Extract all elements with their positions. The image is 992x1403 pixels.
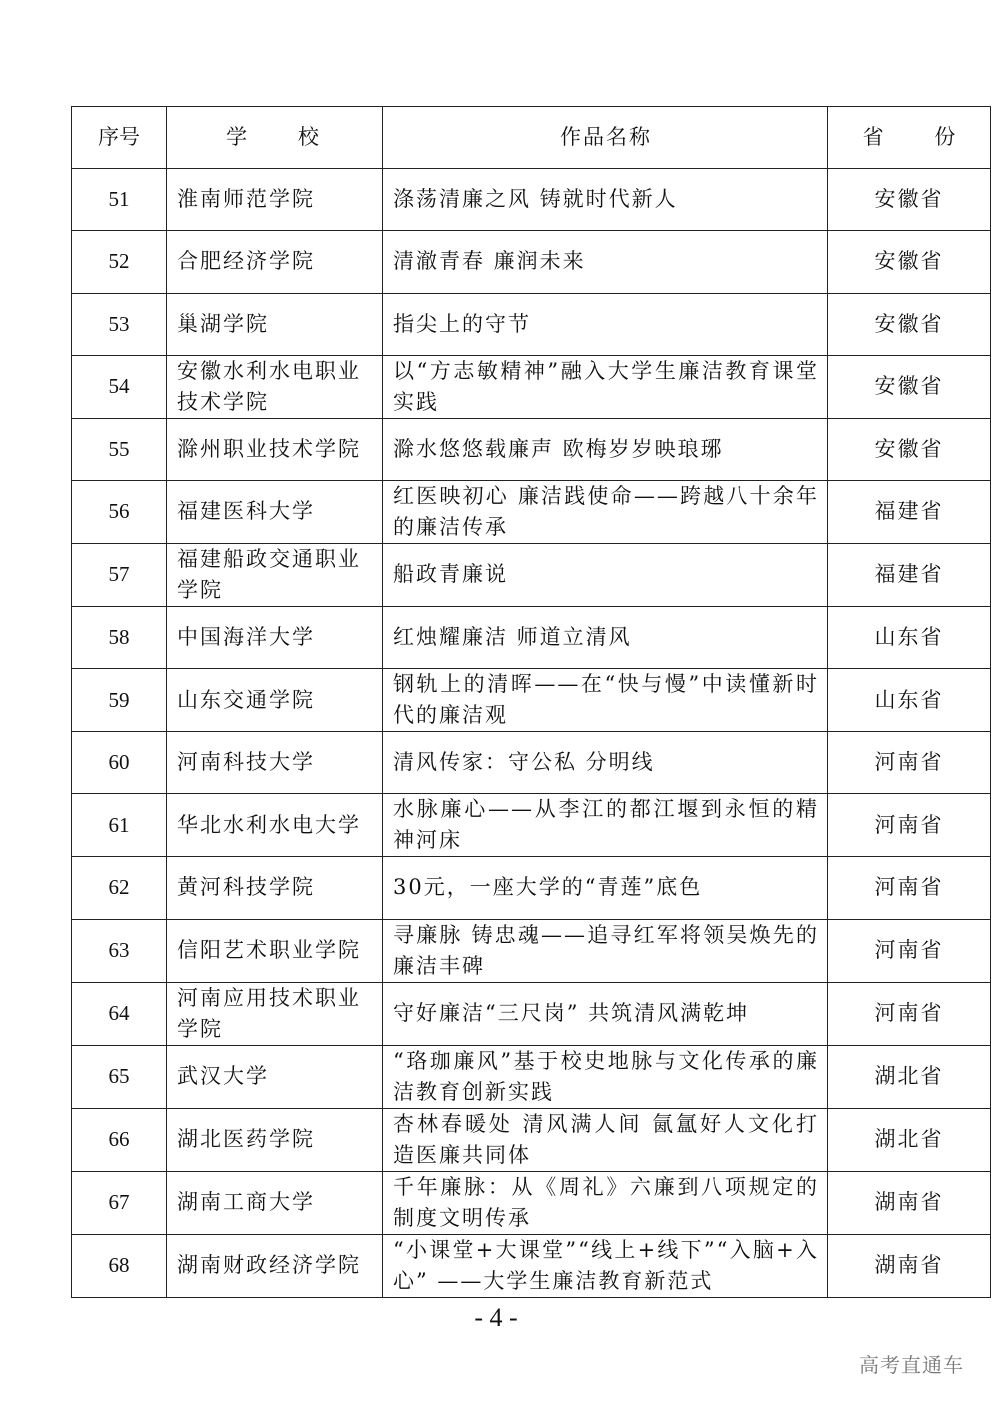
cell-school: 巢湖学院 [167,293,383,355]
cell-school: 湖南工商大学 [167,1171,383,1234]
cell-work: 千年廉脉：从《周礼》六廉到八项规定的制度文明传承 [383,1171,828,1234]
table-row [72,231,991,293]
cell-no: 51 [72,169,167,231]
cell-work: 涤荡清廉之风 铸就时代新人 [383,169,828,231]
cell-work: 清澈青春 廉润未来 [383,231,828,293]
cell-school: 湖北医药学院 [167,1108,383,1171]
awards-table [71,106,991,1298]
cell-work: 钢轨上的清晖——在“快与慢”中读懂新时代的廉洁观 [383,669,828,732]
header-province: 省 份 [828,107,991,169]
cell-no: 67 [72,1171,167,1234]
cell-work: 寻廉脉 铸忠魂——追寻红军将领吴焕先的廉洁丰碑 [383,919,828,982]
cell-work: 滁水悠悠载廉声 欧梅岁岁映琅琊 [383,418,828,480]
cell-school: 河南科技大学 [167,732,383,794]
table-row [72,355,991,418]
cell-province: 安徽省 [828,231,991,293]
cell-province: 安徽省 [828,169,991,231]
cell-school: 山东交通学院 [167,669,383,732]
cell-work: 红烛耀廉洁 师道立清风 [383,606,828,668]
cell-school: 合肥经济学院 [167,231,383,293]
cell-work: 清风传家：守公私 分明线 [383,732,828,794]
cell-work: 以“方志敏精神”融入大学生廉洁教育课堂实践 [383,355,828,418]
cell-no: 68 [72,1234,167,1297]
table-row [72,1108,991,1171]
cell-province: 河南省 [828,857,991,919]
table-row [72,480,991,543]
cell-no: 61 [72,794,167,857]
cell-province: 山东省 [828,669,991,732]
cell-school: 安徽水利水电职业技术学院 [167,355,383,418]
table-header-row [72,107,991,169]
table-row [72,169,991,231]
table-row [72,1045,991,1108]
cell-no: 62 [72,857,167,919]
table-row [72,606,991,668]
cell-no: 65 [72,1045,167,1108]
cell-work: 水脉廉心——从李江的都江堰到永恒的精神河床 [383,794,828,857]
cell-school: 福建医科大学 [167,480,383,543]
cell-province: 湖南省 [828,1234,991,1297]
cell-province: 湖北省 [828,1108,991,1171]
cell-school: 武汉大学 [167,1045,383,1108]
cell-no: 63 [72,919,167,982]
cell-work: 船政青廉说 [383,543,828,606]
cell-school: 福建船政交通职业学院 [167,543,383,606]
cell-province: 安徽省 [828,355,991,418]
cell-province: 安徽省 [828,418,991,480]
page-number: - 4 - [474,1303,518,1332]
cell-province: 福建省 [828,543,991,606]
table-row [72,919,991,982]
cell-province: 安徽省 [828,293,991,355]
cell-no: 54 [72,355,167,418]
cell-work: “珞珈廉风”基于校史地脉与文化传承的廉洁教育创新实践 [383,1045,828,1108]
cell-no: 57 [72,543,167,606]
cell-no: 53 [72,293,167,355]
cell-work: 指尖上的守节 [383,293,828,355]
cell-school: 信阳艺术职业学院 [167,919,383,982]
cell-school: 河南应用技术职业学院 [167,982,383,1045]
table-row [72,1171,991,1234]
cell-province: 山东省 [828,606,991,668]
cell-school: 湖南财政经济学院 [167,1234,383,1297]
table-row [72,293,991,355]
table-row [72,669,991,732]
cell-province: 河南省 [828,794,991,857]
table-row [72,982,991,1045]
cell-province: 河南省 [828,732,991,794]
table-row [72,857,991,919]
cell-school: 淮南师范学院 [167,169,383,231]
header-work: 作品名称 [383,107,828,169]
cell-no: 60 [72,732,167,794]
cell-province: 湖南省 [828,1171,991,1234]
header-no: 序号 [72,107,167,169]
cell-no: 64 [72,982,167,1045]
cell-work: 守好廉洁“三尺岗” 共筑清风满乾坤 [383,982,828,1045]
table-row [72,732,991,794]
cell-work: 红医映初心 廉洁践使命——跨越八十余年的廉洁传承 [383,480,828,543]
table-row [72,794,991,857]
cell-province: 河南省 [828,919,991,982]
cell-school: 黄河科技学院 [167,857,383,919]
cell-school: 华北水利水电大学 [167,794,383,857]
table-row [72,1234,991,1297]
cell-school: 滁州职业技术学院 [167,418,383,480]
cell-no: 56 [72,480,167,543]
cell-no: 58 [72,606,167,668]
cell-work: “小课堂+大课堂”“线上+线下”“入脑+入心” ——大学生廉洁教育新范式 [383,1234,828,1297]
watermark-text: 高考直通车 [859,1353,964,1377]
table-row [72,418,991,480]
cell-work: 30元，一座大学的“青莲”底色 [383,857,828,919]
cell-province: 湖北省 [828,1045,991,1108]
header-school: 学 校 [167,107,383,169]
table-row [72,543,991,606]
cell-no: 52 [72,231,167,293]
cell-work: 杏林春暖处 清风满人间 氤氲好人文化打造医廉共同体 [383,1108,828,1171]
cell-no: 55 [72,418,167,480]
cell-province: 福建省 [828,480,991,543]
cell-school: 中国海洋大学 [167,606,383,668]
cell-no: 59 [72,669,167,732]
cell-province: 河南省 [828,982,991,1045]
cell-no: 66 [72,1108,167,1171]
